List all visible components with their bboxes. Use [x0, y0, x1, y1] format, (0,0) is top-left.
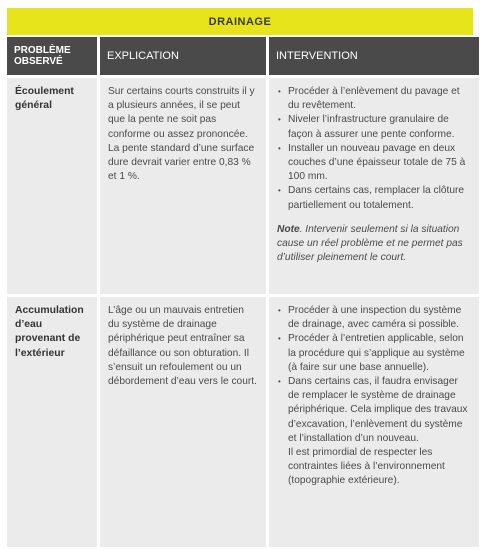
table-row [7, 297, 479, 547]
note-text: . Intervenir seulement si la situation cause un réel problème et ne permet pas d’utiliser pleinement le court. [277, 223, 463, 264]
explanation-cell: L’âge ou un mauvais entretien du système de drainage périphérique peut entraîner sa défaillance ou son obturation. Il s’ensuit un refoulement ou un débordement d’eau vers le court. [100, 297, 266, 547]
list-item: • Niveler l’infrastructure granulaire de façon à assurer une pente conforme. [277, 113, 471, 141]
intervention-cell [269, 78, 479, 294]
note-label: Note [277, 223, 300, 235]
problem-cell: Écoulement général [7, 78, 97, 294]
list-item: • Procéder à l’enlèvement du pavage et du revêtement. [277, 85, 471, 113]
list-item: • Procéder à une inspection du système de drainage, avec caméra si possible. [277, 304, 471, 332]
intervention-cell [269, 297, 479, 547]
problem-cell: Accumulation d’eau provenant de l’extérieur [7, 297, 97, 547]
list-item: • Procéder à l’entretien applicable, selon la procédure qui s’applique au système (à faire sur une base annuelle). [277, 332, 471, 375]
table-row [7, 78, 479, 294]
table-title: DRAINAGE [7, 8, 473, 35]
drainage-table [4, 34, 480, 550]
drainage-table-container [7, 5, 473, 550]
intervention-list [277, 85, 471, 213]
list-item: • Dans certains cas, il faudra envisager de remplacer le système de drainage périphérique. Cela implique des travaux d’excavation, l’enlèvement du système et l’installation d’un nouveau. [277, 375, 471, 446]
header-row [7, 37, 479, 75]
extra-text: Il est primordial de respecter les contraintes liées à l’environnement (topographie extérieure). [288, 447, 445, 487]
explanation-cell: Sur certains courts construits il y a plusieurs années, il se peut que la pente ne soit pas conforme ou assez prononcée. La pente standard d’une surface dure devrait varier entre 0,83 % et 1 %. [100, 78, 266, 294]
header-problem: PROBLÈME OBSERVÉ [7, 37, 97, 75]
header-explanation: EXPLICATION [100, 37, 266, 75]
header-intervention: INTERVENTION [269, 37, 479, 75]
list-item: • Dans certains cas, remplacer la clôture partiellement ou totalement. [277, 184, 471, 212]
list-item: • Installer un nouveau pavage en deux couches d’une épaisseur totale de 75 à 100 mm. [277, 142, 471, 185]
intervention-list [277, 304, 471, 446]
note [277, 223, 471, 266]
